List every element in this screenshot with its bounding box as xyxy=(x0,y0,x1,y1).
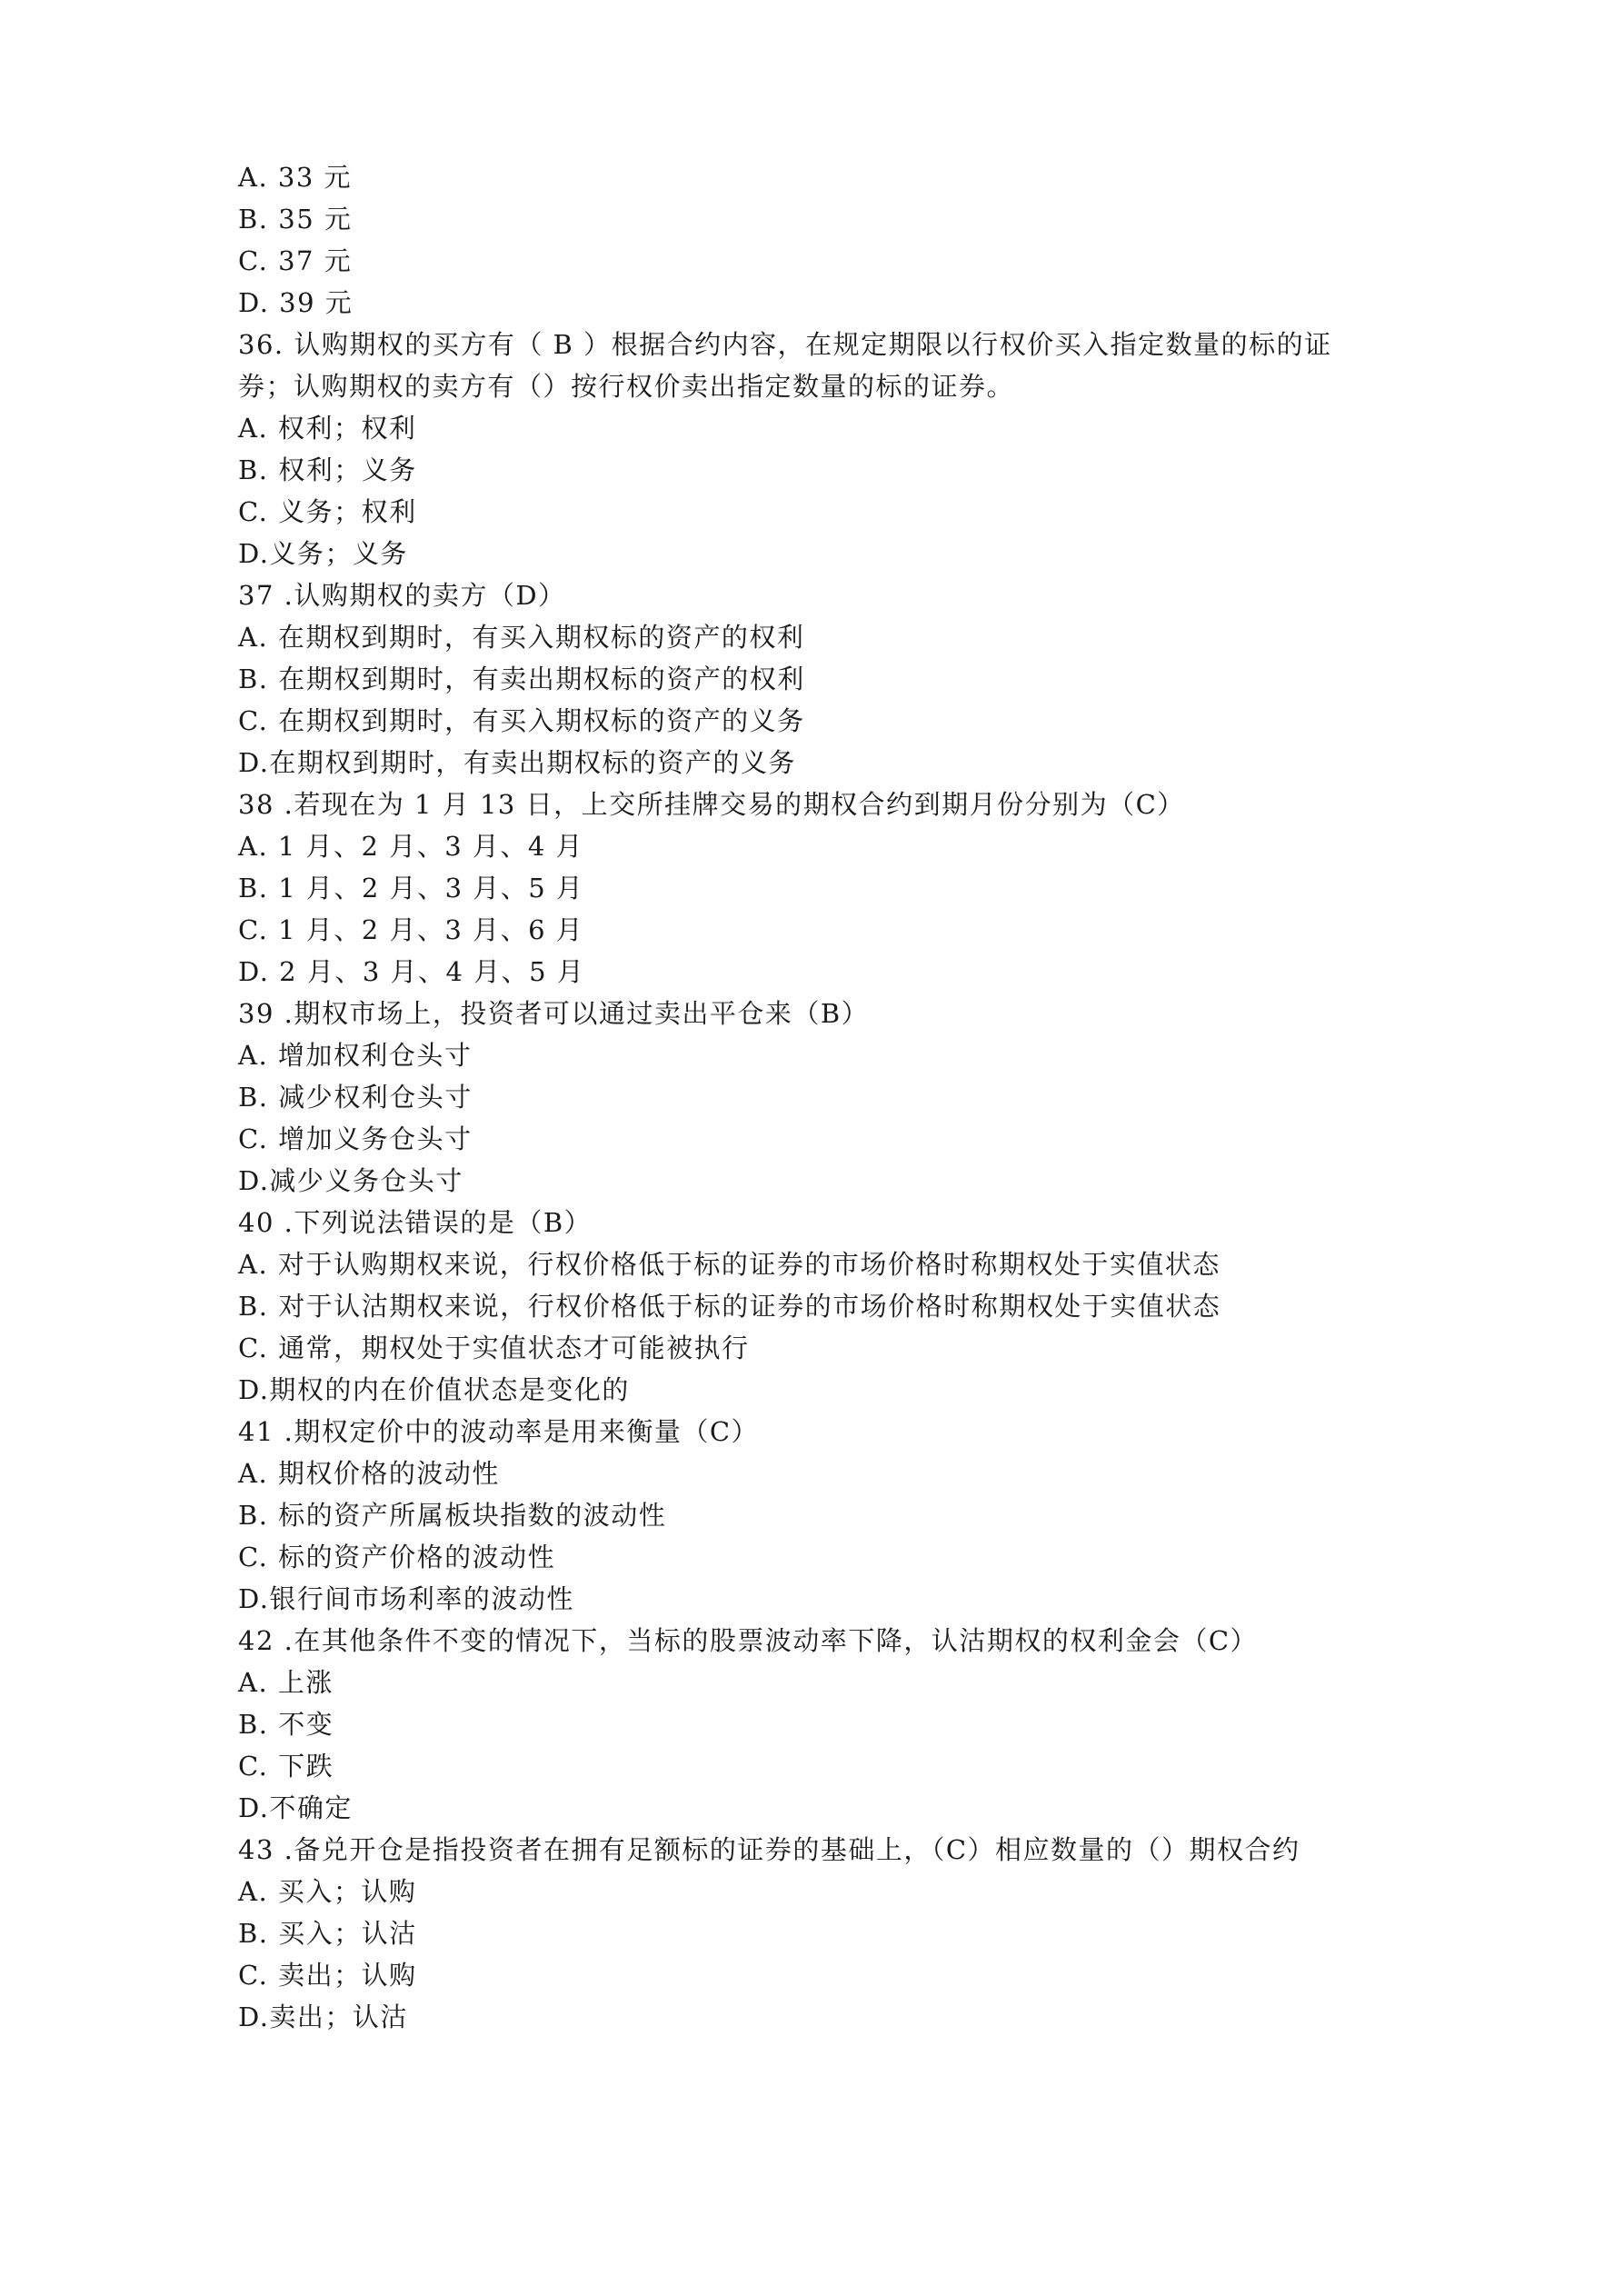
question-41: 41 .期权定价中的波动率是用来衡量（C） xyxy=(238,1416,760,1447)
question-37: 37 .认购期权的卖方（D） xyxy=(238,580,566,611)
option-d-42: D.不确定 xyxy=(238,1792,353,1823)
option-c-41: C. 标的资产价格的波动性 xyxy=(238,1542,556,1572)
option-b-36: B. 权利；义务 xyxy=(238,454,417,485)
option-a-43: A. 买入；认购 xyxy=(238,1876,417,1907)
option-b-39: B. 减少权利仓头寸 xyxy=(238,1082,473,1113)
option-b-40: B. 对于认沽期权来说，行权价格低于标的证券的市场价格时称期权处于实值状态 xyxy=(238,1291,1221,1322)
option-b-37: B. 在期权到期时，有卖出期权标的资产的权利 xyxy=(238,664,805,694)
option-a-40: A. 对于认购期权来说，行权价格低于标的证券的市场价格时称期权处于实值状态 xyxy=(238,1249,1220,1280)
option-d-36: D.义务；义务 xyxy=(238,538,408,569)
option-b-43: B. 买入；认沽 xyxy=(238,1918,417,1949)
question-42: 42 .在其他条件不变的情况下，当标的股票波动率下降，认沽期权的权利金会（C） xyxy=(238,1625,1259,1656)
option-a-38: A. 1 月、2 月、3 月、4 月 xyxy=(238,831,584,862)
question-36-line-2: 券；认购期权的卖方有（）按行权价卖出指定数量的标的证券。 xyxy=(238,371,1015,402)
option-c-36: C. 义务；权利 xyxy=(238,496,417,527)
option-d-39: D.减少义务仓头寸 xyxy=(238,1165,463,1196)
option-d-41: D.银行间市场利率的波动性 xyxy=(238,1583,574,1614)
option-a-41: A. 期权价格的波动性 xyxy=(238,1458,500,1489)
question-text-block xyxy=(238,156,1410,2038)
question-39: 39 .期权市场上，投资者可以通过卖出平仓来（B） xyxy=(238,998,870,1029)
option-d-37: D.在期权到期时，有卖出期权标的资产的义务 xyxy=(238,747,796,778)
option-d-43: D.卖出；认沽 xyxy=(238,2002,408,2032)
option-a-42: A. 上涨 xyxy=(238,1667,334,1698)
option-c-38: C. 1 月、2 月、3 月、6 月 xyxy=(238,914,584,945)
option-a-36: A. 权利；权利 xyxy=(238,413,417,444)
question-43: 43 .备兑开仓是指投资者在拥有足额标的证券的基础上，（C）相应数量的（）期权合约 xyxy=(238,1834,1300,1865)
question-36-line-1: 36. 认购期权的买方有（ B ）根据合约内容，在规定期限以行权价买入指定数量的标的证 xyxy=(238,329,1332,360)
question-38: 38 .若现在为 1 月 13 日，上交所挂牌交易的期权合约到期月份分别为（C） xyxy=(238,789,1185,820)
option-a-37: A. 在期权到期时，有买入期权标的资产的权利 xyxy=(238,622,805,653)
option-c-39: C. 增加义务仓头寸 xyxy=(238,1123,473,1154)
option-c-37: C. 在期权到期时，有买入期权标的资产的义务 xyxy=(238,705,805,736)
option-c-42: C. 下跌 xyxy=(238,1751,334,1782)
question-40: 40 .下列说法错误的是（B） xyxy=(238,1207,593,1238)
option-b-38: B. 1 月、2 月、3 月、5 月 xyxy=(238,873,584,903)
option-a-39: A. 增加权利仓头寸 xyxy=(238,1040,473,1071)
option-b-41: B. 标的资产所属板块指数的波动性 xyxy=(238,1500,667,1531)
option-a-35: A. 33 元 xyxy=(238,162,352,193)
option-c-43: C. 卖出；认购 xyxy=(238,1960,417,1991)
option-c-40: C. 通常，期权处于实值状态才可能被执行 xyxy=(238,1333,750,1363)
option-b-35: B. 35 元 xyxy=(238,204,353,235)
option-b-42: B. 不变 xyxy=(238,1709,334,1740)
option-d-35: D. 39 元 xyxy=(238,287,354,318)
option-d-40: D.期权的内在价值状态是变化的 xyxy=(238,1374,630,1405)
option-d-38: D. 2 月、3 月、4 月、5 月 xyxy=(238,956,585,987)
option-c-35: C. 37 元 xyxy=(238,245,353,276)
